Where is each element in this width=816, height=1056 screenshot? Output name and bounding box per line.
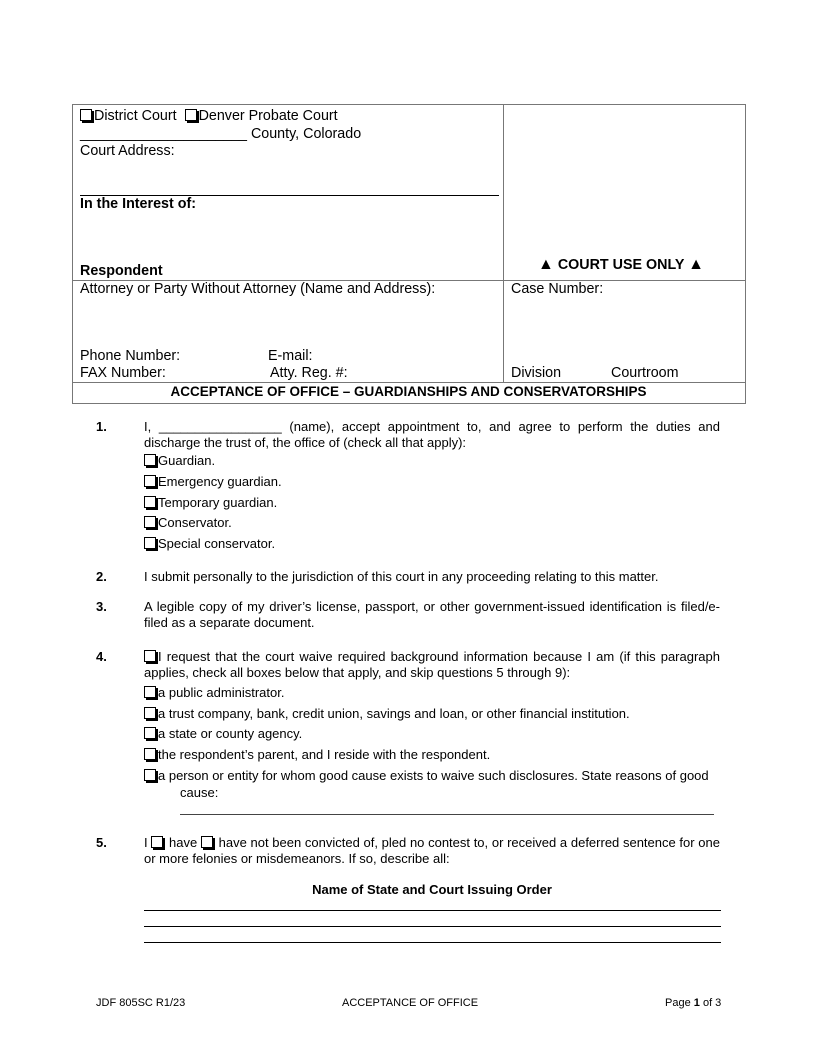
agency-checkbox[interactable]: [144, 727, 156, 739]
item-5-number: 5.: [96, 835, 107, 850]
option-label: the respondent’s parent, and I reside with the respondent.: [158, 747, 491, 762]
page-number: 1: [693, 997, 700, 1009]
item-4-text: I request that the court waive required background information because I am (if this paragraph applies, check all boxes below that apply, and skip questions 5 through 9):: [144, 649, 720, 680]
option-label: Special conservator.: [158, 536, 276, 551]
financial-institution-checkbox[interactable]: [144, 707, 156, 719]
special-conservator-checkbox[interactable]: [144, 537, 156, 549]
temporary-guardian-checkbox[interactable]: [144, 496, 156, 508]
fax-label: FAX Number:: [80, 365, 166, 381]
option-parent: [144, 747, 490, 763]
item-1-number: 1.: [96, 419, 107, 434]
item-4-number: 4.: [96, 649, 107, 664]
option-label: a person or entity for whom good cause exists to waive such disclosures. State reasons of good: [158, 768, 709, 783]
public-administrator-checkbox[interactable]: [144, 686, 156, 698]
triangle-up-icon: ▲: [538, 256, 554, 273]
option-good-cause: [144, 768, 720, 784]
court-type-row: [80, 108, 338, 125]
footer-title: ACCEPTANCE OF OFFICE: [342, 997, 479, 1009]
option-financial-institution: [144, 706, 630, 722]
form-title: ACCEPTANCE OF OFFICE – GUARDIANSHIPS AND CONSERVATORSHIPS: [170, 384, 647, 399]
county-line: _____________________ County, Colorado: [80, 126, 362, 142]
item-5-text-block: [144, 835, 720, 867]
guardian-checkbox[interactable]: [144, 454, 156, 466]
have-not-checkbox[interactable]: [201, 836, 213, 848]
table-heading: Name of State and Court Issuing Order: [312, 882, 552, 897]
have-checkbox[interactable]: [151, 836, 163, 848]
courtroom-label: Courtroom: [611, 365, 679, 381]
item-2-text: I submit personally to the jurisdiction of this court in any proceeding relating to this matter.: [144, 569, 659, 584]
court-use-only: [538, 256, 704, 274]
option-label: Guardian.: [158, 453, 216, 468]
district-court-label: District Court: [94, 108, 177, 124]
triangle-up-icon: ▲: [688, 256, 704, 273]
footer-page: [665, 997, 721, 1009]
item-5-prefix: I: [144, 835, 148, 850]
item-5-have: have: [169, 835, 198, 850]
option-emergency-guardian: [144, 474, 282, 490]
denver-probate-checkbox[interactable]: [185, 109, 197, 121]
district-court-checkbox[interactable]: [80, 109, 92, 121]
item-2-number: 2.: [96, 569, 107, 584]
denver-probate-label: Denver Probate Court: [198, 108, 338, 124]
item-3-number: 3.: [96, 599, 107, 614]
phone-label: Phone Number:: [80, 348, 181, 364]
interest-label: In the Interest of:: [80, 196, 196, 212]
parent-checkbox[interactable]: [144, 748, 156, 760]
option-label: a state or county agency.: [158, 726, 303, 741]
option-public-administrator: [144, 685, 284, 701]
option-label: a public administrator.: [158, 685, 285, 700]
record-line[interactable]: [144, 942, 721, 943]
option-conservator: [144, 515, 232, 531]
option-label: Emergency guardian.: [158, 474, 282, 489]
division-label: Division: [511, 365, 562, 381]
court-use-only-label: COURT USE ONLY: [557, 257, 685, 273]
cause-line[interactable]: [180, 814, 714, 815]
atty-reg-label: Atty. Reg. #:: [270, 365, 348, 381]
court-address-label: Court Address:: [80, 143, 175, 159]
item-4-text-block: [144, 649, 720, 681]
case-number-label: Case Number:: [511, 281, 604, 297]
option-special-conservator: [144, 536, 275, 552]
record-line[interactable]: [144, 926, 721, 927]
option-label: a trust company, bank, credit union, savings and loan, or other financial institution.: [158, 706, 630, 721]
conservator-checkbox[interactable]: [144, 516, 156, 528]
title-row-divider: [72, 382, 745, 383]
good-cause-checkbox[interactable]: [144, 769, 156, 781]
option-temporary-guardian: [144, 495, 277, 511]
item-1-text: I, _________________ (name), accept appointment to, and agree to perform the duties and discharge the trust of, the office of (check all that apply):: [144, 419, 720, 450]
record-line[interactable]: [144, 910, 721, 911]
attorney-label: Attorney or Party Without Attorney (Name and Address):: [80, 281, 436, 297]
waive-background-checkbox[interactable]: [144, 650, 156, 662]
page-prefix: Page: [665, 997, 691, 1009]
respondent-label: Respondent: [80, 263, 163, 279]
email-label: E-mail:: [268, 348, 313, 364]
cause-label: cause:: [180, 785, 219, 800]
caption-divider: [503, 104, 504, 382]
option-label: Temporary guardian.: [158, 495, 278, 510]
item-5-text: have not been convicted of, pled no contest to, or received a deferred sentence for one or more felonies or misdemeanors. If so, describe all:: [144, 835, 720, 866]
option-label: Conservator.: [158, 515, 232, 530]
footer-form-id: JDF 805SC R1/23: [96, 997, 186, 1009]
option-agency: [144, 726, 302, 742]
emergency-guardian-checkbox[interactable]: [144, 475, 156, 487]
item-3-text: A legible copy of my driver’s license, passport, or other government-issued identification is filed/e-filed as a separate document.: [144, 599, 720, 630]
option-guardian: [144, 453, 215, 469]
page-of: of 3: [702, 997, 722, 1009]
